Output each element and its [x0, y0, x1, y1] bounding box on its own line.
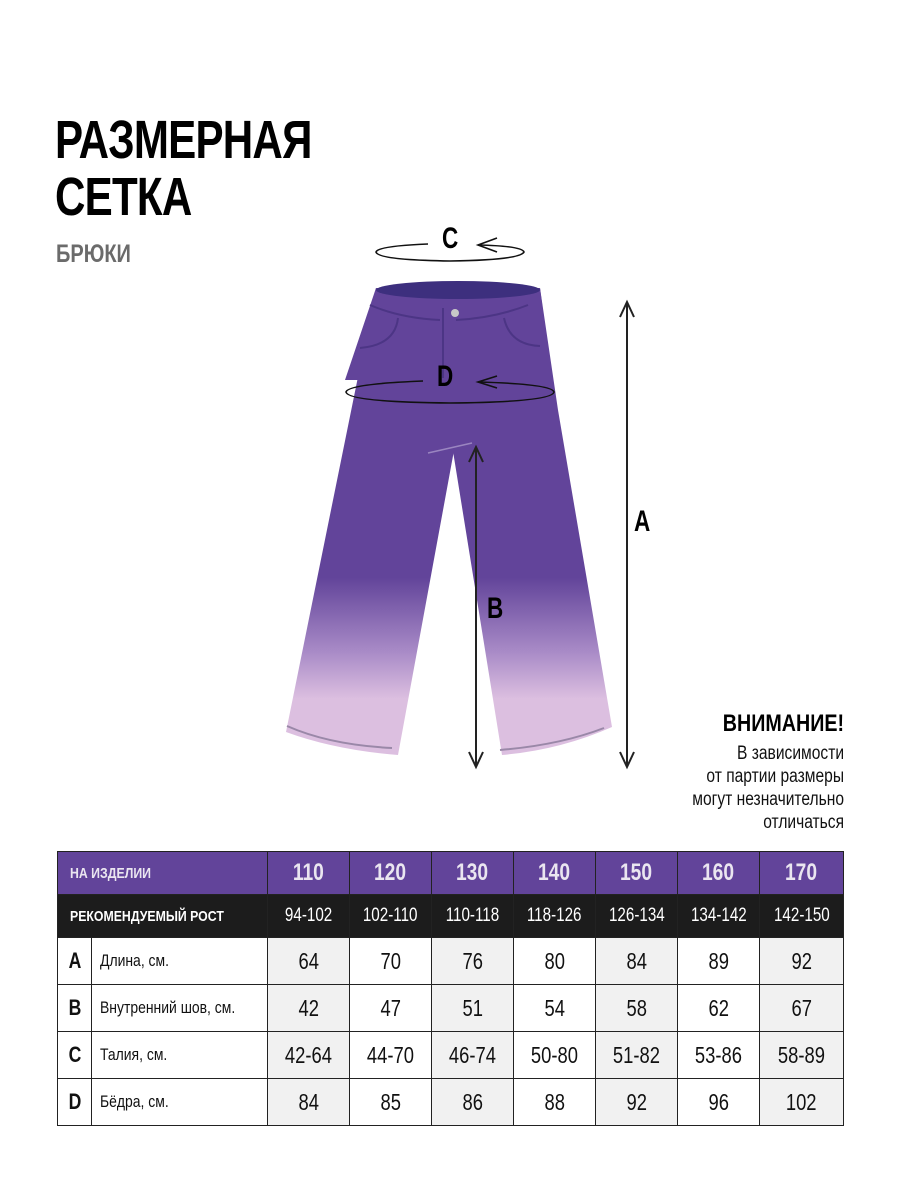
table-cell: 44-70: [350, 1032, 432, 1079]
table-cell: 53-86: [678, 1032, 760, 1079]
size-column-header: 110: [268, 852, 350, 895]
table-cell: 92: [760, 938, 844, 985]
recommended-height: 102-110: [350, 895, 432, 938]
label-b: B: [487, 592, 504, 625]
size-column-header: 140: [514, 852, 596, 895]
notice-title: ВНИМАНИЕ!: [722, 710, 844, 737]
size-notice: [659, 710, 844, 834]
recommended-caption: РЕКОМЕНДУЕМЫЙ РОСТ: [58, 895, 268, 938]
table-cell: 46-74: [432, 1032, 514, 1079]
table-row-inseam: [58, 985, 844, 1032]
row-label: Внутренний шов, см.: [92, 985, 268, 1032]
notice-line: отличаться: [763, 812, 844, 833]
title-line-1: РАЗМЕРНАЯ: [55, 110, 312, 170]
table-cell: 58-89: [760, 1032, 844, 1079]
row-label: Длина, см.: [92, 938, 268, 985]
notice-line: от партии размеры: [706, 766, 844, 787]
size-column-header: 150: [596, 852, 678, 895]
recommended-height: 118-126: [514, 895, 596, 938]
table-cell: 58: [596, 985, 678, 1032]
table-cell: 62: [678, 985, 760, 1032]
table-cell: 85: [350, 1079, 432, 1126]
table-row-hips: [58, 1079, 844, 1126]
table-row-length: [58, 938, 844, 985]
table-header-row: [58, 852, 844, 895]
label-c: C: [442, 222, 459, 255]
row-letter: B: [58, 985, 92, 1032]
table-row-waist: [58, 1032, 844, 1079]
table-cell: 102: [760, 1079, 844, 1126]
recommended-height: 142-150: [760, 895, 844, 938]
table-cell: 42: [268, 985, 350, 1032]
title-line-2: СЕТКА: [55, 167, 192, 227]
table-cell: 50-80: [514, 1032, 596, 1079]
recommended-height: 94-102: [268, 895, 350, 938]
size-column-header: 170: [760, 852, 844, 895]
recommended-height: 126-134: [596, 895, 678, 938]
table-cell: 67: [760, 985, 844, 1032]
row-letter: C: [58, 1032, 92, 1079]
table-cell: 84: [596, 938, 678, 985]
size-column-header: 130: [432, 852, 514, 895]
table-cell: 51-82: [596, 1032, 678, 1079]
notice-line: В зависимости: [736, 743, 844, 764]
table-cell: 86: [432, 1079, 514, 1126]
table-cell: 89: [678, 938, 760, 985]
label-a: A: [634, 505, 651, 538]
table-cell: 47: [350, 985, 432, 1032]
table-cell: 70: [350, 938, 432, 985]
row-letter: A: [58, 938, 92, 985]
recommended-height: 134-142: [678, 895, 760, 938]
table-cell: 88: [514, 1079, 596, 1126]
recommended-height-row: [58, 895, 844, 938]
size-column-header: 120: [350, 852, 432, 895]
table-cell: 84: [268, 1079, 350, 1126]
row-letter: D: [58, 1079, 92, 1126]
row-label: Талия, см.: [92, 1032, 268, 1079]
table-cell: 80: [514, 938, 596, 985]
table-cell: 92: [596, 1079, 678, 1126]
notice-line: могут незначительно: [692, 789, 844, 810]
row-label: Бёдра, см.: [92, 1079, 268, 1126]
table-cell: 76: [432, 938, 514, 985]
table-cell: 64: [268, 938, 350, 985]
header-caption: НА ИЗДЕЛИИ: [58, 852, 268, 895]
size-table: [57, 851, 844, 1126]
size-column-header: 160: [678, 852, 760, 895]
product-type-subtitle: БРЮКИ: [56, 240, 131, 268]
recommended-height: 110-118: [432, 895, 514, 938]
table-cell: 42-64: [268, 1032, 350, 1079]
label-d: D: [437, 360, 454, 393]
table-cell: 96: [678, 1079, 760, 1126]
table-cell: 51: [432, 985, 514, 1032]
table-cell: 54: [514, 985, 596, 1032]
